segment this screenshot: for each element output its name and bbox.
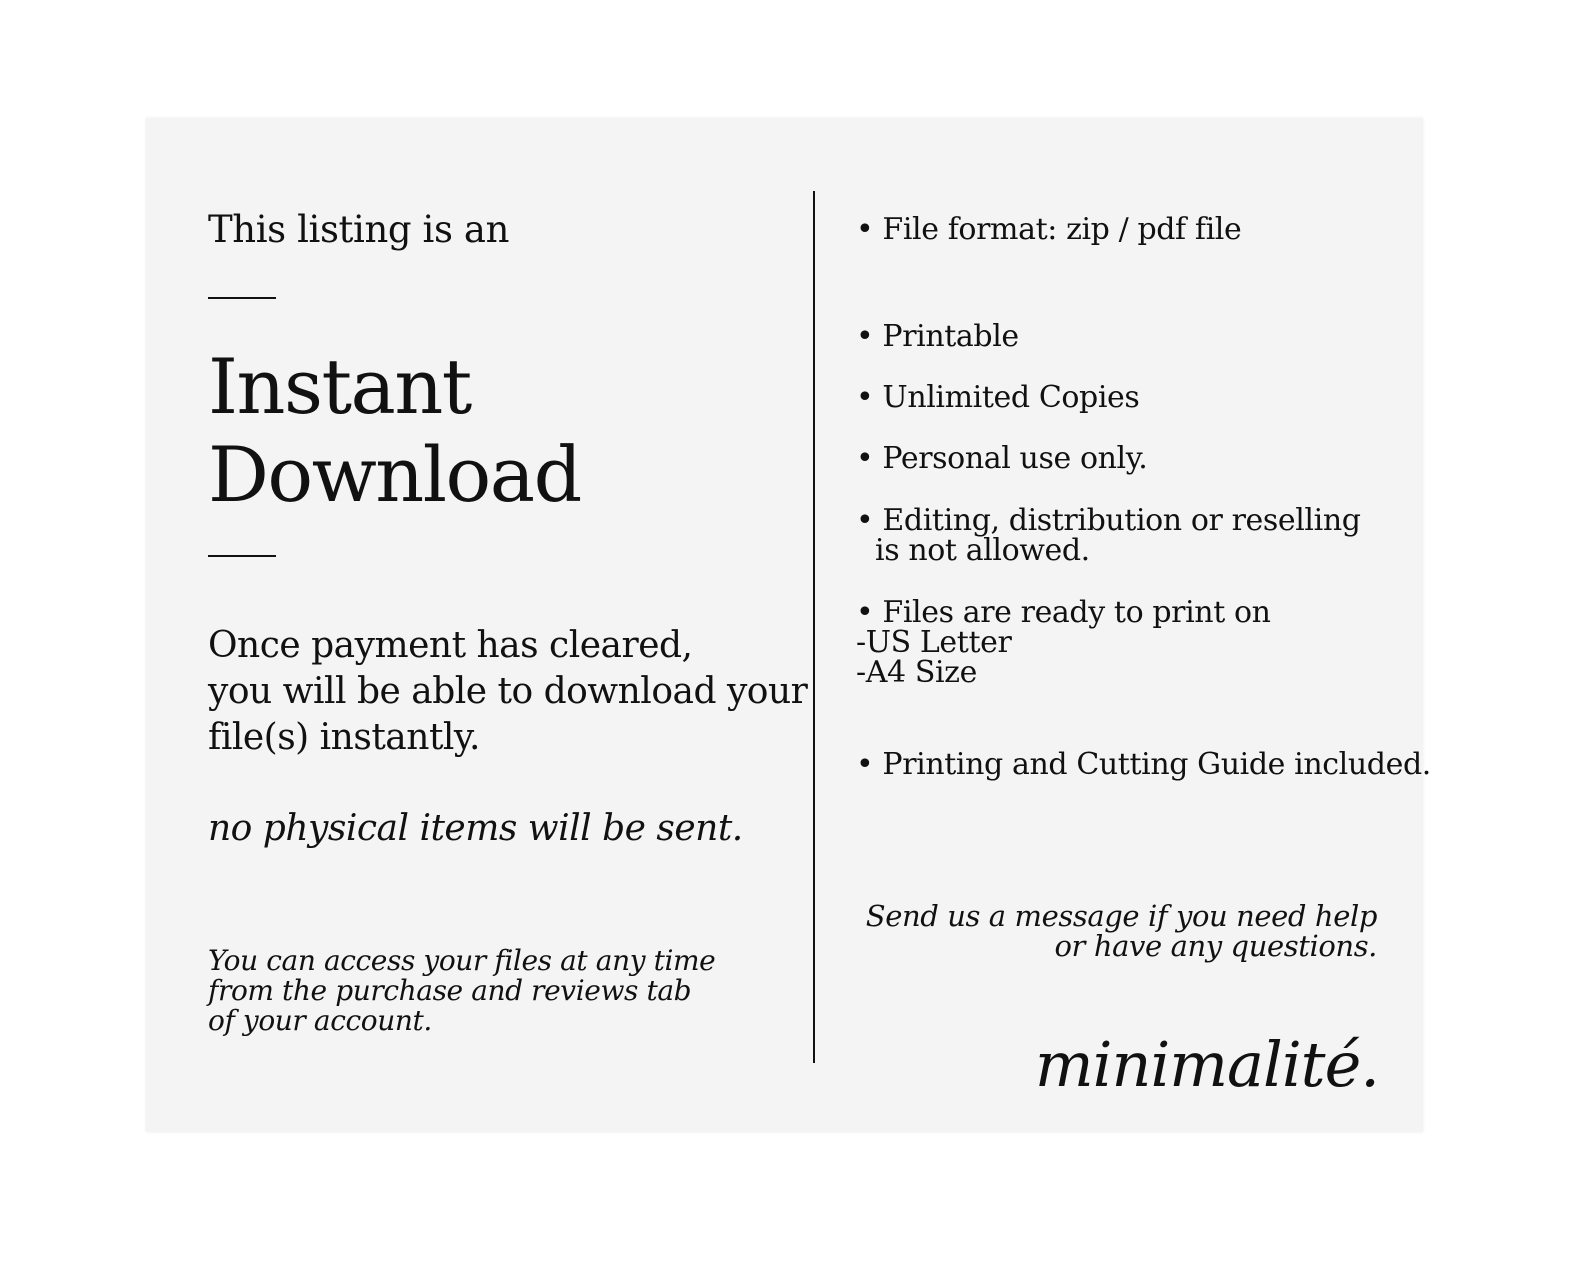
feature-unlimited-copies: • Unlimited Copies — [856, 380, 1140, 415]
feature-personal-use: • Personal use only. — [856, 441, 1148, 476]
no-physical-notice: no physical items will be sent. — [208, 808, 743, 849]
payment-line-3: file(s) instantly. — [208, 717, 480, 758]
help-message — [866, 901, 1377, 961]
feature-editing — [856, 503, 1361, 568]
headline-line-1: Instant — [208, 342, 471, 431]
info-card — [146, 118, 1431, 1132]
payment-line-2: you will be able to download your — [208, 671, 808, 712]
feature-editing-line-1: • Editing, distribution or reselling — [856, 503, 1361, 538]
feature-guide: • Printing and Cutting Guide included. — [856, 747, 1431, 782]
feature-us-letter: -US Letter — [856, 625, 1012, 660]
headline — [208, 343, 581, 519]
headline-line-2: Download — [208, 430, 581, 519]
feature-print-sizes-line-1: • Files are ready to print on — [856, 595, 1271, 630]
help-line-1: Send us a message if you need help — [865, 899, 1377, 933]
top-rule — [208, 297, 276, 299]
access-line-3: of your account. — [208, 1004, 432, 1037]
brand-logo: minimalité. — [1034, 1028, 1379, 1101]
access-note — [208, 946, 715, 1036]
bottom-rule — [208, 555, 276, 557]
lead-text: This listing is an — [208, 208, 509, 251]
access-line-1: You can access your files at any time — [208, 944, 716, 977]
payment-text — [208, 623, 807, 761]
access-line-2: from the purchase and reviews tab — [208, 974, 692, 1007]
vertical-divider — [813, 191, 815, 1063]
payment-line-1: Once payment has cleared, — [208, 625, 693, 666]
feature-print-sizes — [856, 595, 1271, 690]
feature-a4: -A4 Size — [856, 655, 977, 690]
feature-printable: • Printable — [856, 319, 1019, 354]
help-line-2: or have any questions. — [1054, 929, 1377, 963]
feature-file-format: • File format: zip / pdf file — [856, 212, 1242, 247]
feature-editing-line-2: is not allowed. — [875, 533, 1090, 568]
